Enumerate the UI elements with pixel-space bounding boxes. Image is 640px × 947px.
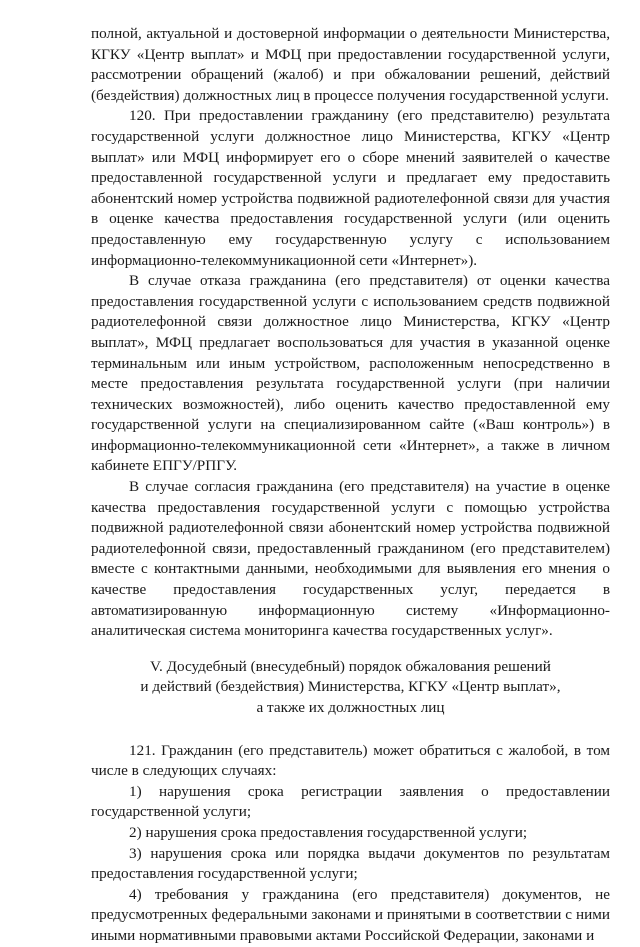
section-heading-line2: и действий (бездействия) Министерства, КГКУ «Центр выплат», (140, 678, 561, 696)
intro-paragraph: полной, актуальной и достоверной информации о деятельности Министерства, КГКУ «Центр выплат» и МФЦ при предоставлении государственной услуги, рассмотрении обращений (жалоб) и при обжаловании решений, действий (бездействия) должностных лиц в процессе получения государственной услуги. (91, 25, 610, 104)
paragraph-121: 121. Гражданин (его представитель) может обратиться с жалобой, в том числе в следующих случаях: (91, 741, 610, 780)
paragraph-120: 120. При предоставлении гражданину (его представителю) результата государственной услуги должностное лицо Министерства, КГКУ «Центр выплат» или МФЦ информирует его о сборе мнений заявителей о качестве предоставленной государственной услуги и предлагает ему предоставить абонентский номер устройства подвижной радиотелефонной связи для участия в оценке качества предоставления государственной услуги (или оценить предоставленную ему государственную услугу с использованием информационно-телекоммуникационной сети «Интернет»). (91, 107, 610, 269)
list-item-2: 2) нарушения срока предоставления государственной услуги; (129, 823, 528, 841)
section-heading-line3: а также их должностных лиц (256, 699, 445, 716)
paragraph-consent: В случае согласия гражданина (его представителя) на участие в оценке качества предоставления государственной услуги с помощью устройства подвижной радиотелефонной связи абонентский номер устройства подвижной радиотелефонной связи, предоставленный гражданином (его представителем) вместе с контактными данными, необходимыми для выявления его мнения о качестве предоставления государственных услуг, передается в автоматизированную информационную систему «Информационно-аналитическая система мониторинга качества государственных услуг». (91, 478, 610, 640)
list-item-1: 1) нарушения срока регистрации заявления о предоставлении государственной услуги; (91, 782, 610, 821)
list-item-4: 4) требования у гражданина (его представителя) документов, не предусмотренных федеральными законами и принятыми в соответствии с ними иными нормативными правовыми актами Российской Федерации, законами и (91, 885, 610, 944)
list-item-3: 3) нарушения срока или порядка выдачи документов по результатам предоставления государственной услуги; (91, 844, 610, 883)
paragraph-refusal: В случае отказа гражданина (его представителя) от оценки качества предоставления государственной услуги с использованием средств подвижной радиотелефонной связи должностное лицо Министерства, КГКУ «Центр выплат», МФЦ предлагает воспользоваться для участия в указанной оценке терминальным или иным устройством, расположенным непосредственно в месте предоставления результата государственной услуги (при наличии технических возможностей), либо оценить качество предоставленной ему государственной услуги на специализированном сайте («Ваш контроль») в информационно-телекоммуникационной сети «Интернет», а также в личном кабинете ЕПГУ/РПГУ. (91, 272, 610, 475)
document-page (91, 24, 610, 947)
section-heading-line1: V. Досудебный (внесудебный) порядок обжалования решений (150, 657, 551, 675)
section-heading (91, 657, 610, 719)
